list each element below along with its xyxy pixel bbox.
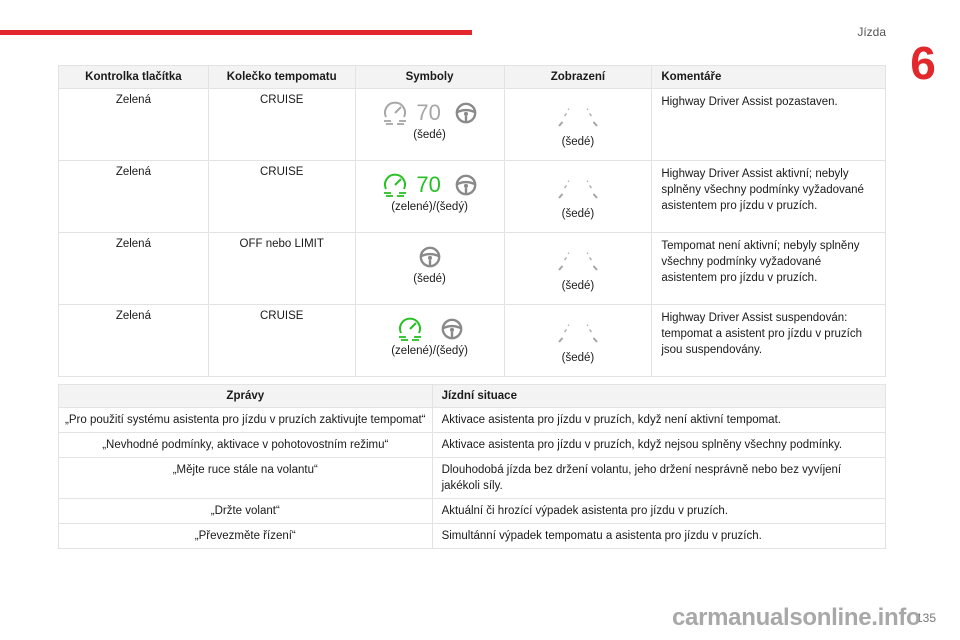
column-header: Komentáře	[652, 66, 886, 89]
comment-cell: Highway Driver Assist suspendován: tempomat a asistent pro jízdu v pruzích jsou suspendovány.	[652, 305, 886, 377]
column-header: Symboly	[355, 66, 504, 89]
page-number: 135	[915, 611, 936, 625]
display-cell	[504, 89, 652, 161]
table-row	[59, 408, 886, 433]
situation-cell: Aktivace asistenta pro jízdu v pruzích, když není aktivní tempomat.	[432, 408, 885, 433]
table-row	[59, 499, 886, 524]
lane-right-icon	[585, 248, 599, 272]
light-cell: Zelená	[59, 305, 209, 377]
wheel-cell: OFF nebo LIMIT	[208, 233, 355, 305]
table-row	[59, 161, 886, 233]
section-title: Jízda	[857, 25, 886, 39]
display-color-caption: (šedé)	[561, 280, 595, 292]
comment-cell: Highway Driver Assist aktivní; nebyly splněny všechny podmínky vyžadované asistentem pro jízdu v pruzích.	[652, 161, 886, 233]
display-cell	[504, 233, 652, 305]
chapter-accent-bar	[0, 30, 472, 35]
lane-right-icon	[585, 176, 599, 200]
column-header: Kolečko tempomatu	[208, 66, 355, 89]
table-row	[59, 305, 886, 377]
lane-right-icon	[585, 104, 599, 128]
wheel-cell: CRUISE	[208, 305, 355, 377]
lane-right-icon	[585, 320, 599, 344]
table-row	[59, 458, 886, 499]
lane-left-icon	[557, 320, 571, 344]
lane-left-icon	[557, 176, 571, 200]
situation-cell: Dlouhodobá jízda bez držení volantu, jeho držení nesprávně nebo bez vyvíjení jakékoli síly.	[432, 458, 885, 499]
message-cell: „Nevhodné podmínky, aktivace v pohotovostním režimu“	[59, 433, 433, 458]
steering-wheel-icon	[441, 318, 463, 340]
steering-wheel-icon	[455, 102, 477, 124]
symbol-color-caption: (zelené)/(šedý)	[391, 345, 468, 357]
display-color-caption: (šedé)	[561, 352, 595, 364]
display-cell	[504, 305, 652, 377]
symbols-cell	[355, 89, 504, 161]
situation-cell: Aktivace asistenta pro jízdu v pruzích, když nejsou splněny všechny podmínky.	[432, 433, 885, 458]
watermark: carmanualsonline.info	[672, 604, 921, 631]
symbol-color-caption: (šedé)	[413, 273, 446, 285]
speed-value: 70	[416, 172, 441, 197]
steering-wheel-icon	[419, 246, 441, 268]
speedometer-icon	[397, 317, 423, 341]
symbols-cell	[355, 233, 504, 305]
lane-left-icon	[557, 104, 571, 128]
message-cell: „Držte volant“	[59, 499, 433, 524]
speedometer-icon	[382, 173, 408, 197]
light-cell: Zelená	[59, 161, 209, 233]
column-header: Zobrazení	[504, 66, 652, 89]
table-header-row	[59, 385, 886, 408]
message-cell: „Převezměte řízení“	[59, 524, 433, 549]
symbols-cell	[355, 161, 504, 233]
wheel-cell: CRUISE	[208, 161, 355, 233]
display-color-caption: (šedé)	[561, 136, 595, 148]
light-cell: Zelená	[59, 233, 209, 305]
chapter-number: 6	[910, 37, 936, 89]
speed-value: 70	[416, 100, 441, 125]
column-header: Zprávy	[59, 385, 433, 408]
display-color-caption: (šedé)	[561, 208, 595, 220]
table-row	[59, 89, 886, 161]
table-header-row	[59, 66, 886, 89]
symbols-cell	[355, 305, 504, 377]
message-cell: „Pro použití systému asistenta pro jízdu v pruzích zaktivujte tempomat“	[59, 408, 433, 433]
column-header: Jízdní situace	[432, 385, 885, 408]
message-cell: „Mějte ruce stále na volantu“	[59, 458, 433, 499]
situation-cell: Aktuální či hrozící výpadek asistenta pro jízdu v pruzích.	[432, 499, 885, 524]
table-row	[59, 524, 886, 549]
lane-left-icon	[557, 248, 571, 272]
wheel-cell: CRUISE	[208, 89, 355, 161]
display-cell	[504, 161, 652, 233]
table-row	[59, 433, 886, 458]
speedometer-icon	[382, 101, 408, 125]
column-header: Kontrolka tlačítka	[59, 66, 209, 89]
symbol-color-caption: (šedé)	[413, 129, 446, 141]
steering-wheel-icon	[455, 174, 477, 196]
messages-table	[58, 384, 886, 549]
comment-cell: Highway Driver Assist pozastaven.	[652, 89, 886, 161]
comment-cell: Tempomat není aktivní; nebyly splněny všechny podmínky vyžadované asistentem pro jízdu v pruzích.	[652, 233, 886, 305]
light-cell: Zelená	[59, 89, 209, 161]
indicator-table	[58, 65, 886, 377]
symbol-color-caption: (zelené)/(šedý)	[391, 201, 468, 213]
table-row	[59, 233, 886, 305]
situation-cell: Simultánní výpadek tempomatu a asistenta pro jízdu v pruzích.	[432, 524, 885, 549]
